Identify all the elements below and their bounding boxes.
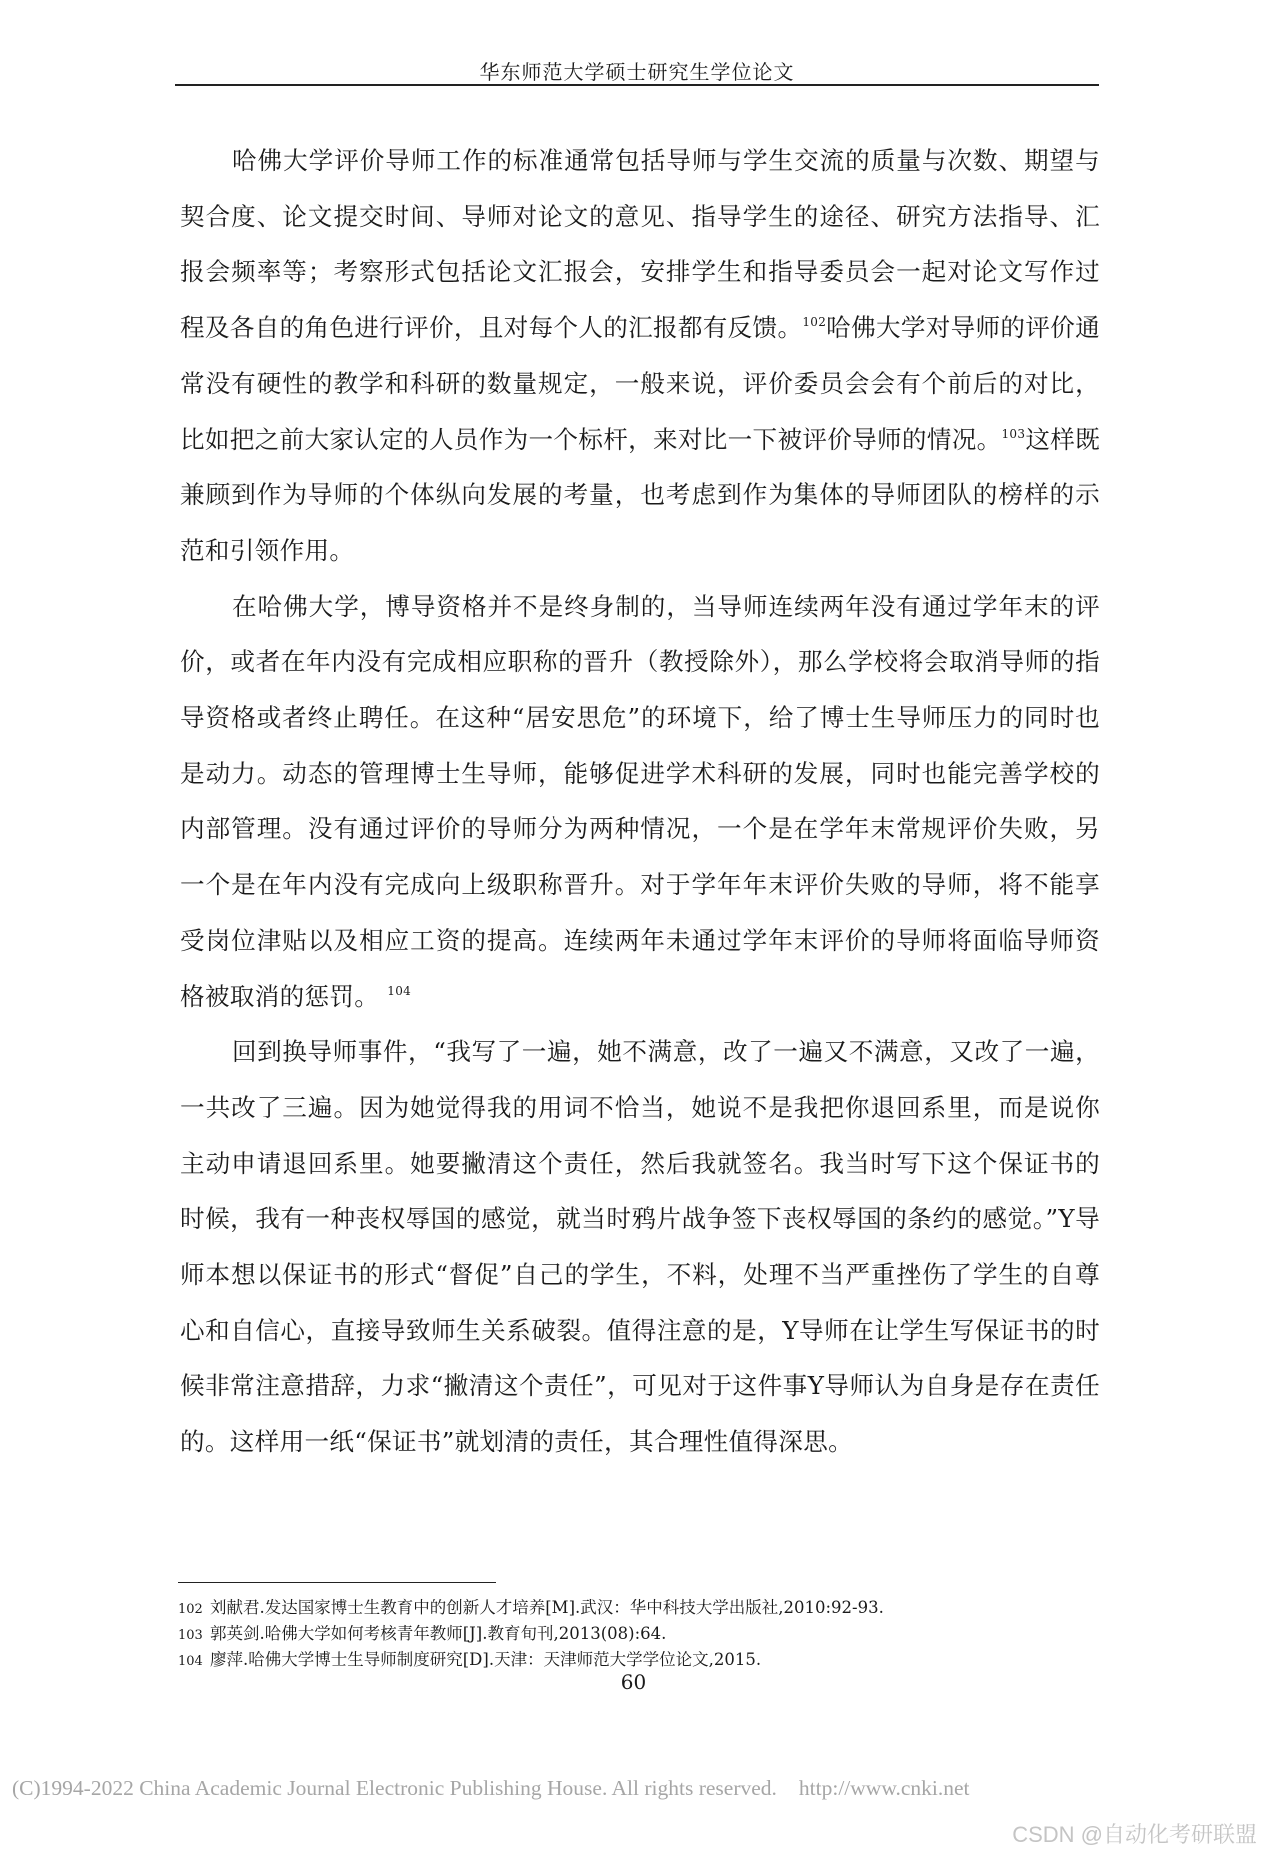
copyright-notice bbox=[12, 1776, 970, 1801]
watermark-text: CSDN @自动化考研联盟 bbox=[1012, 1822, 1257, 1847]
paragraph-1-segment-1: 哈佛大学评价导师工作的标准通常包括导师与学生交流的质量与次数、期望与契合度、论文提交时间、导师对论文的意见、指导学生的途径、研究方法指导、汇报会频率等；考察形式包括论文汇报会，安排学生和指导委员会一起对论文写作过程及各自的角色进行评价，且对每个人的汇报都有反馈。 bbox=[180, 146, 1100, 343]
paragraph-2-segment-1: 在哈佛大学，博导资格并不是终身制的，当导师连续两年没有通过学年末的评价，或者在年内没有完成相应职称的晋升（教授除外），那么学校将会取消导师的指导资格或者终止聘任。在这种“居安思危”的环境下，给了博士生导师压力的同时也是动力。动态的管理博士生导师，能够促进学术科研的发展，同时也能完善学校的内部管理。没有通过评价的导师分为两种情况，一个是在学年末常规评价失败，另一个是在年内没有完成向上级职称晋升。对于学年年末评价失败的导师，将不能享受岗位津贴以及相应工资的提高。连续两年未通过学年末评价的导师将面临导师资格被取消的惩罚。 bbox=[180, 591, 1100, 1011]
footnote-text: 廖萍.哈佛大学博士生导师制度研究[D].天津：天津师范大学学位论文,2015. bbox=[210, 1650, 762, 1669]
footnote-ref-103: 103 bbox=[1001, 426, 1026, 441]
footnote-number: 103 bbox=[178, 1628, 203, 1643]
footnote-number: 102 bbox=[178, 1602, 203, 1617]
paragraph-2 bbox=[180, 579, 1100, 1025]
footnote-text: 郭英剑.哈佛大学如何考核青年教师[J].教育旬刊,2013(08):64. bbox=[210, 1624, 667, 1643]
copyright-url: http://www.cnki.net bbox=[798, 1776, 970, 1800]
paragraph-1-segment-2: 哈佛大学对导师的评价通常没有硬性的教学和科研的数量规定，一般来说，评价委员会会有个前后的对比，比如把之前大家认定的人员作为一个标杆，来对比一下被评价导师的情况。 bbox=[180, 313, 1101, 454]
copyright-text: (C)1994-2022 China Academic Journal Electronic Publishing House. All rights reserved. bbox=[12, 1776, 777, 1800]
page-header-title: 华东师范大学硕士研究生学位论文 bbox=[479, 60, 795, 84]
paragraph-1 bbox=[180, 133, 1100, 579]
page-number: 60 bbox=[620, 1670, 647, 1694]
footnote-number: 104 bbox=[178, 1654, 203, 1669]
footnote-ref-102: 102 bbox=[802, 315, 827, 330]
footnote-text: 刘献君.发达国家博士生教育中的创新人才培养[M].武汉：华中科技大学出版社,2010:92-93. bbox=[210, 1598, 884, 1617]
body-text bbox=[180, 133, 1100, 1470]
header-rule bbox=[175, 84, 1099, 86]
footnote-ref-104: 104 bbox=[387, 983, 412, 998]
footnote-item bbox=[178, 1622, 1098, 1648]
footnotes bbox=[178, 1596, 1098, 1674]
paragraph-1-segment-3: 这样既兼顾到作为导师的个体纵向发展的考量，也考虑到作为集体的导师团队的榜样的示范和引领作用。 bbox=[180, 424, 1100, 565]
footnote-item bbox=[178, 1596, 1098, 1622]
paragraph-3 bbox=[180, 1024, 1100, 1470]
footnote-rule bbox=[178, 1582, 496, 1583]
paragraph-3-segment-1: 回到换导师事件，“我写了一遍，她不满意，改了一遍又不满意，又改了一遍，一共改了三遍。因为她觉得我的用词不恰当，她说不是我把你退回系里，而是说你主动申请退回系里。她要撇清这个责任，然后我就签名。我当时写下这个保证书的时候，我有一种丧权辱国的感觉，就当时鸦片战争签下丧权辱国的条约的感觉。”Y导师本想以保证书的形式“督促”自己的学生，不料，处理不当严重挫伤了学生的自尊心和自信心，直接导致师生关系破裂。值得注意的是，Y导师在让学生写保证书的时候非常注意措辞，力求“撇清这个责任”，可见对于这件事Y导师认为自身是存在责任的。这样用一纸“保证书”就划清的责任，其合理性值得深思。 bbox=[180, 1037, 1100, 1457]
